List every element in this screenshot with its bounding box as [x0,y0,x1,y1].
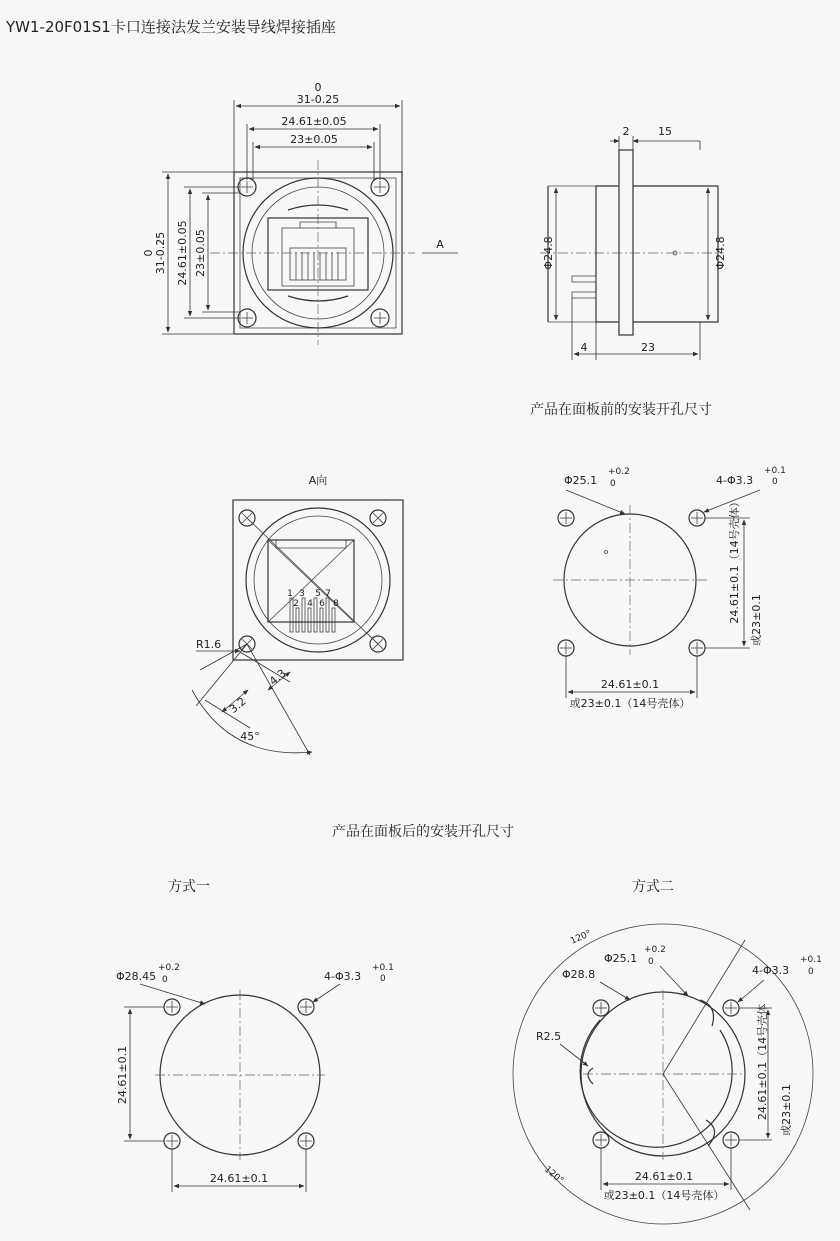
view-a-dim-b: 3.2 [226,694,249,716]
dim-height-1: 24.61±0.05 [176,220,189,286]
cutout-front-horiz-dim: 24.61±0.1 [600,678,660,691]
dim-height-2: 23±0.05 [194,229,207,277]
cutout-front-horiz-alt: 或23±0.1（14号壳体） [569,697,691,710]
cutout-front [553,466,786,710]
method-two-radius: R2.5 [536,1030,562,1043]
method-one-horiz-dim: 24.61±0.1 [209,1172,269,1185]
method-two-hole-tol-lower: 0 [648,957,654,967]
method-two-vert-alt: 或23±0.1 [780,1084,793,1136]
view-a-angle: 45° [240,730,260,743]
pin-label-7: 7 [325,589,331,599]
pin-label-3: 3 [299,589,305,599]
method-two-label: 方式二 [632,879,674,895]
side-dim-flange: 2 [622,125,630,138]
method-one-hole-tol-upper: +0.2 [158,963,180,973]
solder-pins [572,276,596,298]
method-two-mount-holes-label: 4-Φ3.3 [752,964,790,977]
method-one-vert-dim: 24.61±0.1 [116,1045,129,1105]
view-arrow-label: A [436,238,444,251]
method-two-horiz-alt: 或23±0.1（14号壳体） [603,1189,725,1202]
view-a-dim-a: 4.3 [266,666,289,688]
method-one-mount-holes [164,999,314,1149]
cutout-front-hole-tol-upper: +0.2 [608,467,630,477]
method-two [513,879,822,1224]
method-one-label: 方式一 [168,879,210,895]
pin-label-6: 6 [319,599,325,609]
page-title: YW1-20F01S1卡口连接法发兰安装导线焊接插座 [6,18,336,36]
cutout-front-vert-dim: 24.61±0.1（14号壳体） [728,496,741,624]
method-two-hole-tol-upper: +0.2 [644,945,666,955]
side-body [633,186,718,322]
side-dim-body: 15 [658,125,672,138]
side-flange [619,150,633,335]
side-rear-body [596,186,619,322]
pin-label-4: 4 [307,599,313,609]
method-two-mount-tol-upper: +0.1 [800,955,822,965]
side-dim-pin: 4 [580,341,588,354]
side-dia-right: Φ24.8 [714,236,727,270]
cutout-front-hole-dia: Φ25.1 [564,474,598,487]
cutout-front-vert-alt: 或23±0.1 [750,594,763,646]
pin-label-5: 5 [315,589,321,599]
dim-top: 31-0.25 [296,93,340,106]
dim-left-tol: 0 [142,249,155,257]
method-two-angle-top: 120° [569,928,594,947]
cutout-front-mount-tol-upper: +0.1 [764,466,786,476]
view-a [192,473,403,755]
method-two-angle-bottom: 120° [542,1164,566,1187]
cutout-front-mount-tol-lower: 0 [772,477,778,487]
side-dim-total: 23 [641,341,655,354]
view-a-radius: R1.6 [196,638,222,651]
corner-holes [238,178,389,327]
dim-top-tol: 0 [314,81,322,94]
side-view [540,125,727,360]
section-front-title: 产品在面板前的安装开孔尺寸 [530,402,712,418]
cutout-front-mount-holes [558,510,705,656]
pin-label-2: 2 [293,599,299,609]
method-one-hole-tol-lower: 0 [162,975,168,985]
method-two-vert-dim: 24.61±0.1（14号壳体 [756,1003,769,1121]
cutout-front-hole-tol-lower: 0 [610,479,616,489]
view-a-label: A向 [308,474,328,487]
pin-label-8: 8 [333,599,339,609]
front-view [142,81,458,345]
cutout-front-mount-holes-label: 4-Φ3.3 [716,474,754,487]
method-one-mount-tol-lower: 0 [380,974,386,984]
method-one-hole-dia: Φ28.45 [116,970,157,983]
dim-width-2: 23±0.05 [290,133,338,146]
method-two-horiz-dim: 24.61±0.1 [634,1170,694,1183]
method-one-mount-tol-upper: +0.1 [372,963,394,973]
pin-label-1: 1 [287,589,293,599]
side-dia-left: Φ24.8 [542,236,555,270]
dim-width-1: 24.61±0.05 [281,115,347,128]
section-rear-title: 产品在面板后的安装开孔尺寸 [332,824,514,840]
dim-left: 31-0.25 [154,231,167,275]
method-two-outer-dia: Φ28.8 [562,968,596,981]
method-one [116,879,394,1192]
method-two-hole-dia: Φ25.1 [604,952,638,965]
method-two-mount-tol-lower: 0 [808,967,814,977]
method-one-mount-holes-label: 4-Φ3.3 [324,970,362,983]
